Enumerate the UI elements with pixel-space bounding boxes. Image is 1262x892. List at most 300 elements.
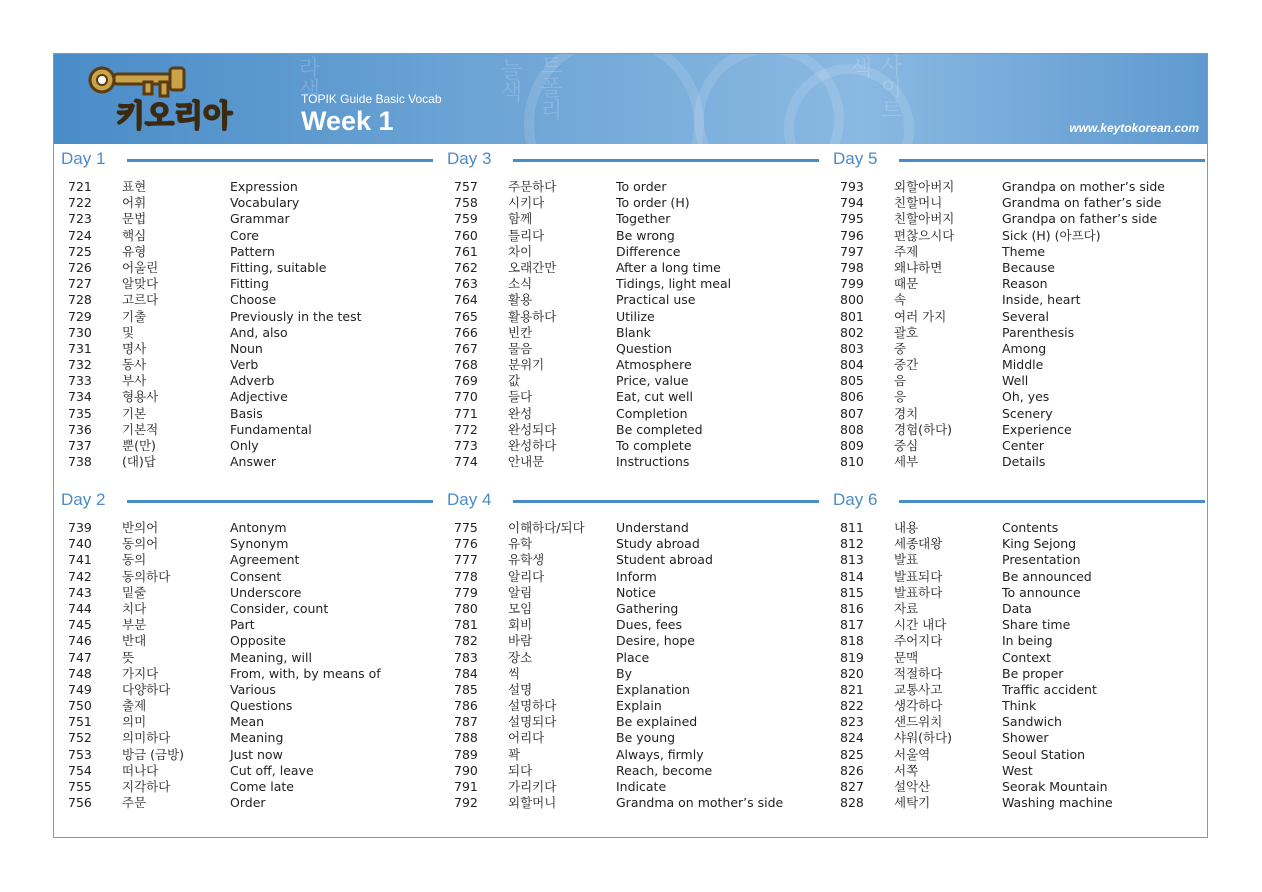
korean-word: 때문 [894,276,919,292]
english-meaning: Core [230,227,259,243]
english-meaning: Scenery [1002,405,1053,421]
korean-word: 핵심 [122,227,147,243]
entry-number: 754 [68,762,92,778]
entry-number: 741 [68,552,92,568]
decorative-glyphs: 색 [847,56,872,78]
korean-word: 부사 [122,373,147,389]
entry-number: 823 [840,714,864,730]
entry-number: 765 [454,308,478,324]
vocab-row [61,438,433,454]
vocab-row [833,438,1205,454]
korean-word: 장소 [508,649,533,665]
key-to-korean-logo [84,60,279,132]
english-meaning: Just now [230,746,283,762]
korean-word: 형용사 [122,389,159,405]
vocab-row [61,373,433,389]
english-meaning: Understand [616,520,689,535]
korean-word: 함께 [508,211,533,227]
entry-number: 821 [840,681,864,697]
vocab-row [833,666,1205,682]
entry-number: 731 [68,340,92,356]
entry-number: 787 [454,714,478,730]
entry-number: 738 [68,454,92,470]
entry-number: 733 [68,373,92,389]
entry-number: 736 [68,421,92,437]
vocab-row [61,601,433,617]
day-section [61,149,433,470]
english-meaning: Reason [1002,276,1048,292]
entry-number: 758 [454,195,478,211]
day-title: Day 6 [833,490,878,509]
korean-word: 문법 [122,211,147,227]
vocab-list [61,179,433,470]
entry-number: 734 [68,389,92,405]
vocab-row [833,260,1205,276]
entry-number: 781 [454,617,478,633]
entry-number: 796 [840,227,864,243]
vocab-row [833,520,1205,536]
header-banner [54,54,1207,144]
english-meaning: Experience [1002,421,1072,437]
vocab-row [61,795,433,811]
korean-word: 어휘 [122,195,147,211]
korean-word: 동사 [122,357,147,373]
vocab-row [61,179,433,195]
vocab-row [447,341,819,357]
entry-number: 768 [454,357,478,373]
vocab-row [447,389,819,405]
decorative-glyphs: 사이트 [877,54,902,120]
vocab-row [447,763,819,779]
korean-word: 응 [894,389,907,405]
vocab-list [447,179,819,470]
entry-number: 822 [840,698,864,714]
english-meaning: Utilize [616,308,655,324]
vocab-row [833,795,1205,811]
vocab-row [833,211,1205,227]
entry-number: 739 [68,520,92,535]
korean-word: 서쪽 [894,762,919,778]
korean-word: 괄호 [894,324,919,340]
english-meaning: Well [1002,373,1029,389]
entry-number: 743 [68,584,92,600]
vocab-row [447,682,819,698]
vocab-row [447,795,819,811]
korean-word: 오래간만 [508,259,557,275]
entry-number: 732 [68,357,92,373]
english-meaning: Difference [616,243,681,259]
entry-number: 749 [68,681,92,697]
korean-word: 가리키다 [508,779,557,794]
vocab-row [61,763,433,779]
entry-number: 757 [454,179,478,194]
vocab-row [833,714,1205,730]
korean-word: 음 [894,373,907,389]
korean-word: 문맥 [894,649,919,665]
vocab-row [61,666,433,682]
english-meaning: Seoul Station [1002,746,1086,762]
english-meaning: Dues, fees [616,617,682,633]
entry-number: 777 [454,552,478,568]
korean-word: 생각하다 [894,698,943,714]
english-meaning: Indicate [616,779,667,794]
korean-word: 씩 [508,665,521,681]
vocab-row [61,617,433,633]
entry-number: 769 [454,373,478,389]
vocab-row [833,585,1205,601]
vocab-row [447,730,819,746]
entry-number: 727 [68,276,92,292]
korean-word: 편찮으시다 [894,227,955,243]
entry-number: 775 [454,520,478,535]
vocab-row [833,454,1205,470]
entry-number: 747 [68,649,92,665]
entry-number: 735 [68,405,92,421]
entry-number: 807 [840,405,864,421]
english-meaning: Inside, heart [1002,292,1081,308]
vocab-row [61,536,433,552]
english-meaning: Study abroad [616,536,700,552]
english-meaning: Sandwich [1002,714,1062,730]
entry-number: 729 [68,308,92,324]
korean-word: 설명 [508,681,533,697]
entry-number: 801 [840,308,864,324]
day-divider [513,159,819,162]
vocab-row [833,357,1205,373]
korean-word: 설악산 [894,779,931,794]
korean-word: 시간 내다 [894,617,947,633]
website-link[interactable]: www.keytokorean.com [1069,121,1199,135]
korean-word: 내용 [894,520,919,535]
vocab-row [61,730,433,746]
korean-word: 발표되다 [894,568,943,584]
vocab-row [833,406,1205,422]
korean-word: 뜻 [122,649,135,665]
day-section [833,149,1205,470]
korean-word: 기본적 [122,421,159,437]
vocab-row [447,779,819,795]
decorative-glyphs: 라색 [295,56,320,100]
vocab-row [61,569,433,585]
korean-word: 설명하다 [508,698,557,714]
vocab-row [447,195,819,211]
vocab-row [61,747,433,763]
korean-word: 들다 [508,389,533,405]
korean-word: 유형 [122,243,147,259]
english-meaning: Notice [616,584,656,600]
vocab-row [833,389,1205,405]
decorative-glyphs: 트폴리 [537,54,562,120]
day-divider [899,500,1205,503]
entry-number: 793 [840,179,864,194]
entry-number: 771 [454,405,478,421]
english-meaning: Together [616,211,671,227]
korean-word: 발표 [894,552,919,568]
day-title: Day 2 [61,490,106,509]
english-meaning: Explanation [616,681,690,697]
vocab-row [61,244,433,260]
entry-number: 756 [68,795,92,811]
korean-word: 물음 [508,340,533,356]
vocab-row [447,520,819,536]
entry-number: 724 [68,227,92,243]
english-meaning: Choose [230,292,277,308]
entry-number: 797 [840,243,864,259]
entry-number: 721 [68,179,92,194]
korean-word: 중심 [894,438,919,453]
english-meaning: Vocabulary [230,195,300,211]
day-divider [127,500,433,503]
korean-word: 세탁기 [894,795,931,811]
entry-number: 740 [68,536,92,552]
entry-number: 760 [454,227,478,243]
entry-number: 798 [840,259,864,275]
entry-number: 764 [454,292,478,308]
korean-word: 설명되다 [508,714,557,730]
english-meaning: Pattern [230,243,275,259]
decorative-glyphs: 늘색 [497,58,522,102]
korean-word: 명사 [122,340,147,356]
entry-number: 825 [840,746,864,762]
english-meaning: Grandpa on mother’s side [1002,179,1166,194]
entry-number: 761 [454,243,478,259]
english-meaning: Contents [1002,520,1059,535]
korean-word: 주제 [894,243,919,259]
page-title: Week 1 [301,106,394,136]
day-title: Day 1 [61,149,106,168]
entry-number: 790 [454,762,478,778]
entry-number: 780 [454,600,478,616]
korean-word: 뿐(만) [122,438,156,453]
subtitle: TOPIK Guide Basic Vocab [301,92,442,106]
korean-word: 적절하다 [894,665,943,681]
english-meaning: Because [1002,259,1055,275]
korean-word: 표현 [122,179,147,194]
english-meaning: From, with, by means of [230,665,381,681]
day-section [447,490,819,811]
korean-word: 기출 [122,308,147,324]
korean-word: 의미 [122,714,147,730]
entry-number: 726 [68,259,92,275]
day-divider [899,159,1205,162]
korean-word: 반의어 [122,520,159,535]
vocab-row [833,373,1205,389]
english-meaning: Consent [230,568,282,584]
vocab-row [447,373,819,389]
korean-word: 활용하다 [508,308,557,324]
vocab-row [833,195,1205,211]
vocab-row [447,650,819,666]
korean-word: 안내문 [508,454,545,470]
vocab-row [833,536,1205,552]
english-meaning: Instructions [616,454,690,470]
english-meaning: Come late [230,779,294,794]
entry-number: 813 [840,552,864,568]
korean-word: 세종대왕 [894,536,943,552]
korean-word: 방금 (금방) [122,746,185,762]
english-meaning: Be proper [1002,665,1064,681]
vocab-row [447,552,819,568]
vocab-row [833,698,1205,714]
korean-word: 여러 가지 [894,308,947,324]
vocab-row [61,714,433,730]
english-meaning: Shower [1002,730,1049,746]
entry-number: 728 [68,292,92,308]
vocab-row [447,422,819,438]
english-meaning: West [1002,762,1033,778]
entry-number: 770 [454,389,478,405]
english-meaning: Theme [1002,243,1046,259]
entry-number: 772 [454,421,478,437]
vocab-row [61,682,433,698]
english-meaning: Context [1002,649,1051,665]
entry-number: 805 [840,373,864,389]
english-meaning: Washing machine [1002,795,1113,811]
vocab-row [447,438,819,454]
vocab-row [61,633,433,649]
korean-word: 알리다 [508,568,545,584]
english-meaning: Order [230,795,266,811]
english-meaning: Reach, become [616,762,713,778]
korean-word: 서울역 [894,746,931,762]
korean-word: 중간 [894,357,919,373]
vocab-row [61,520,433,536]
english-meaning: And, also [230,324,288,340]
entry-number: 778 [454,568,478,584]
korean-word: (대)답 [122,454,156,470]
entry-number: 804 [840,357,864,373]
english-meaning: Blank [616,324,651,340]
vocab-list [833,179,1205,470]
vocab-row [61,389,433,405]
entry-number: 791 [454,779,478,794]
korean-word: 분위기 [508,357,545,373]
vocab-row [447,617,819,633]
vocab-row [447,292,819,308]
entry-number: 766 [454,324,478,340]
day-title: Day 3 [447,149,492,168]
korean-word: 완성 [508,405,533,421]
entry-number: 748 [68,665,92,681]
entry-number: 750 [68,698,92,714]
vocab-row [447,357,819,373]
english-meaning: Be wrong [616,227,675,243]
english-meaning: Basis [230,405,263,421]
korean-word: 중 [894,340,907,356]
entry-number: 755 [68,779,92,794]
entry-number: 824 [840,730,864,746]
day-title: Day 5 [833,149,878,168]
vocab-row [833,730,1205,746]
english-meaning: Antonym [230,520,287,535]
vocab-row [833,747,1205,763]
entry-number: 745 [68,617,92,633]
korean-word: 다양하다 [122,681,171,697]
english-meaning: Grammar [230,211,290,227]
english-meaning: Sick (H) (아프다) [1002,227,1101,243]
vocab-row [447,260,819,276]
english-meaning: King Sejong [1002,536,1077,552]
korean-word: 값 [508,373,521,389]
entry-number: 826 [840,762,864,778]
vocab-row [61,228,433,244]
entry-number: 802 [840,324,864,340]
vocab-row [833,276,1205,292]
entry-number: 762 [454,259,478,275]
vocab-row [833,179,1205,195]
vocab-row [447,747,819,763]
english-meaning: Desire, hope [616,633,695,649]
vocab-row [833,569,1205,585]
korean-word: 반대 [122,633,147,649]
entry-number: 773 [454,438,478,453]
entry-number: 788 [454,730,478,746]
english-meaning: Grandpa on father’s side [1002,211,1158,227]
entry-number: 744 [68,600,92,616]
vocab-list [447,520,819,811]
korean-word: 밑줄 [122,584,147,600]
english-meaning: Grandma on father’s side [1002,195,1162,211]
korean-word: 샌드위치 [894,714,943,730]
korean-word: 유학생 [508,552,545,568]
entry-number: 818 [840,633,864,649]
vocab-row [447,406,819,422]
english-meaning: Synonym [230,536,289,552]
english-meaning: Only [230,438,259,453]
entry-number: 767 [454,340,478,356]
english-meaning: Adjective [230,389,288,405]
english-meaning: Center [1002,438,1045,453]
english-meaning: Presentation [1002,552,1081,568]
vocab-row [61,422,433,438]
vocab-row [447,536,819,552]
english-meaning: Practical use [616,292,696,308]
korean-word: 치다 [122,600,147,616]
english-meaning: Think [1002,698,1037,714]
vocab-row [61,585,433,601]
korean-word: 활용 [508,292,533,308]
entry-number: 809 [840,438,864,453]
korean-word: 지각하다 [122,779,171,794]
english-meaning: Details [1002,454,1046,470]
english-meaning: Opposite [230,633,286,649]
entry-number: 723 [68,211,92,227]
vocab-row [61,341,433,357]
english-meaning: Among [1002,340,1047,356]
entry-number: 815 [840,584,864,600]
entry-number: 786 [454,698,478,714]
day-divider [513,500,819,503]
korean-word: 이해하다/되다 [508,520,585,535]
entry-number: 722 [68,195,92,211]
korean-word: 완성되다 [508,421,557,437]
entry-number: 803 [840,340,864,356]
vocab-row [833,763,1205,779]
entry-number: 792 [454,795,478,811]
vocab-row [833,325,1205,341]
english-meaning: Gathering [616,600,679,616]
korean-word: 꽉 [508,746,521,762]
entry-number: 811 [840,520,864,535]
vocab-row [61,779,433,795]
vocab-row [833,552,1205,568]
english-meaning: Fitting, suitable [230,259,327,275]
vocab-row [61,552,433,568]
vocab-row [833,617,1205,633]
korean-word: 어리다 [508,730,545,746]
english-meaning: Oh, yes [1002,389,1050,405]
english-meaning: Mean [230,714,265,730]
